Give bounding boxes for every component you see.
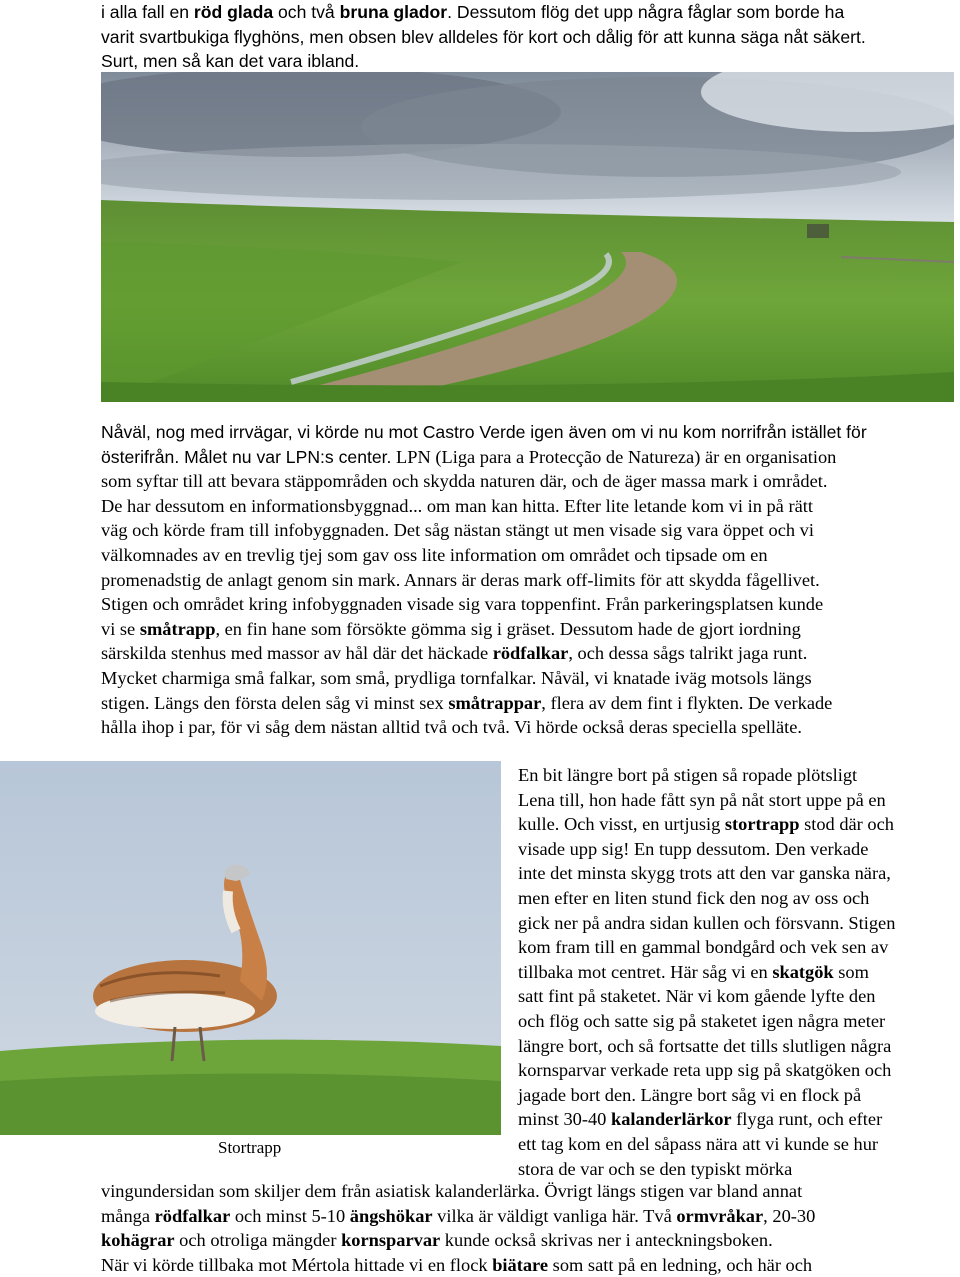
photo-caption: Stortrapp [218, 1138, 282, 1157]
lpn-line-5: väg och körde fram till infobyggnaden. Det såg nästan stängt ut men visade sig vara öppet och vi [101, 520, 814, 541]
species-rod-glada: röd glada [193, 2, 274, 22]
lpn-line-4: De har dessutom en informationsbyggnad... om man kan hitta. Efter lite letande kom vi in på rätt [101, 495, 813, 516]
species-kohagrar: kohägrar [101, 1230, 175, 1251]
landscape-photo [101, 72, 954, 402]
right-line-17: stora de var och se den typiskt mörka [518, 1158, 793, 1179]
lpn-line-9: vi se småtrapp, en fin hane som försökte gömma sig i gräset. Dessutom hade de gjort iordning [101, 618, 801, 639]
lpn-line-3: som syftar till att bevara stäppområden och skydda naturen där, och de äger massa mark i området. [101, 471, 828, 492]
species-rodfalkar: rödfalkar [492, 643, 569, 664]
landscape-illustration [101, 72, 954, 402]
stortrapp-paragraph [518, 763, 958, 1181]
bottom-paragraph [101, 1179, 959, 1277]
bottom-line-4: När vi körde tillbaka mot Mértola hittade vi en flock biätare som satt på en ledning, och här och [101, 1254, 813, 1275]
lpn-line-11: Mycket charmiga små falkar, som små, prydliga tornfalkar. Nåväl, vi knatade iväg motsols längs [101, 667, 812, 688]
right-line-8: kom fram till en gammal bondgård och vek sen av [518, 937, 889, 958]
lpn-line-8: Stigen och området kring infobyggnaden visade sig vara toppenfint. Från parkeringsplatsen kunde [101, 594, 824, 615]
intro-line-2: varit svartbukiga flyghöns, men obsen blev alldeles för kort och dålig för att kunna säga nåt säkert. [101, 26, 866, 47]
intro-line-1: i alla fall en röd glada och två bruna glador. Dessutom flög det upp några fåglar som borde ha [101, 2, 845, 22]
bottom-line-3: kohägrar och otroliga mängder kornsparvar kunde också skrivas ner i anteckningsboken. [101, 1230, 773, 1251]
lpn-line-7: promenadstig de anlagt genom sin mark. Annars är deras mark off-limits för att skydda fågellivet. [101, 569, 820, 590]
lpn-line-6: välkomnades av en trevlig tjej som gav oss lite information om området och tipsade om en [101, 544, 768, 565]
great-bustard-photo [0, 761, 501, 1135]
species-biatare: biätare [492, 1254, 549, 1275]
species-ormvrakar: ormvråkar [676, 1205, 764, 1226]
species-smatrapp: småtrapp [139, 618, 216, 639]
right-line-6: men efter en liten stund fick den nog av oss och [518, 887, 870, 908]
species-rodfalkar-2: rödfalkar [154, 1205, 231, 1226]
right-line-10: satt fint på staketet. När vi kom gående lyfte den [518, 986, 876, 1007]
right-line-5: inte det minsta skygg trots att den var ganska nära, [518, 863, 891, 884]
species-stortrapp: stortrapp [724, 814, 800, 835]
species-smatrappar: småtrappar [448, 692, 542, 713]
right-line-2: Lena till, hon hade fått syn på nåt stort uppe på en [518, 789, 886, 810]
lpn-paragraph [101, 420, 959, 740]
right-line-14: jagade bort den. Längre bort såg vi en flock på [518, 1084, 862, 1105]
bottom-line-1: vingundersidan som skiljer dem från asiatisk kalanderlärka. Övrigt längs stigen var bland annat [101, 1181, 803, 1201]
right-line-12: längre bort, och så fortsatte det tills slutligen några [518, 1035, 892, 1056]
right-line-9: tillbaka mot centret. Här såg vi en skatgök som [518, 961, 869, 982]
right-line-15: minst 30-40 kalanderlärkor flyga runt, och efter [518, 1109, 883, 1130]
right-line-1: En bit längre bort på stigen så ropade plötsligt [518, 765, 858, 785]
species-bruna-glador: bruna glador [339, 2, 448, 22]
lpn-line-2: österifrån. Målet nu var LPN:s center. LPN (Liga para a Protecção de Natureza) är en organisation [101, 446, 837, 467]
lpn-line-13: hålla ihop i par, för vi såg dem nästan alltid två och två. Vi hörde också deras speciella spelläte. [101, 717, 803, 738]
lpn-line-10: särskilda stenhus med massor av hål där det häckade rödfalkar, och dessa sågs talrikt jaga runt. [101, 643, 808, 664]
bottom-line-2: många rödfalkar och minst 5-10 ängshökar vilka är väldigt vanliga här. Två ormvråkar, 20-30 [101, 1205, 816, 1226]
right-line-16: ett tag kom en del såpass nära att vi kunde se hur [518, 1133, 879, 1154]
right-line-3: kulle. Och visst, en urtjusig stortrapp stod där och [518, 814, 894, 835]
right-line-11: och flög och satte sig på staketet igen några meter [518, 1010, 886, 1031]
right-line-7: gick ner på andra sidan kullen och försvann. Stigen [518, 912, 896, 933]
species-skatgok: skatgök [772, 961, 834, 982]
lpn-line-1: Nåväl, nog med irrvägar, vi körde nu mot Castro Verde igen även om vi nu kom norrifrån istället för [101, 422, 867, 442]
lpn-line-12: stigen. Längs den första delen såg vi minst sex småtrappar, flera av dem fint i flykten. De verkade [101, 692, 833, 713]
right-line-13: kornsparvar verkade reta upp sig på skatgöken och [518, 1060, 892, 1081]
intro-line-3: Surt, men så kan det vara ibland. [101, 51, 360, 72]
species-kalanderlarkor: kalanderlärkor [610, 1109, 732, 1130]
species-angshokar: ängshökar [349, 1205, 433, 1226]
intro-paragraph [101, 0, 959, 74]
species-kornsparvar: kornsparvar [341, 1230, 441, 1251]
right-line-4: visade upp sig! En tupp dessutom. Den verkade [518, 838, 869, 859]
bustard-illustration [0, 761, 501, 1135]
